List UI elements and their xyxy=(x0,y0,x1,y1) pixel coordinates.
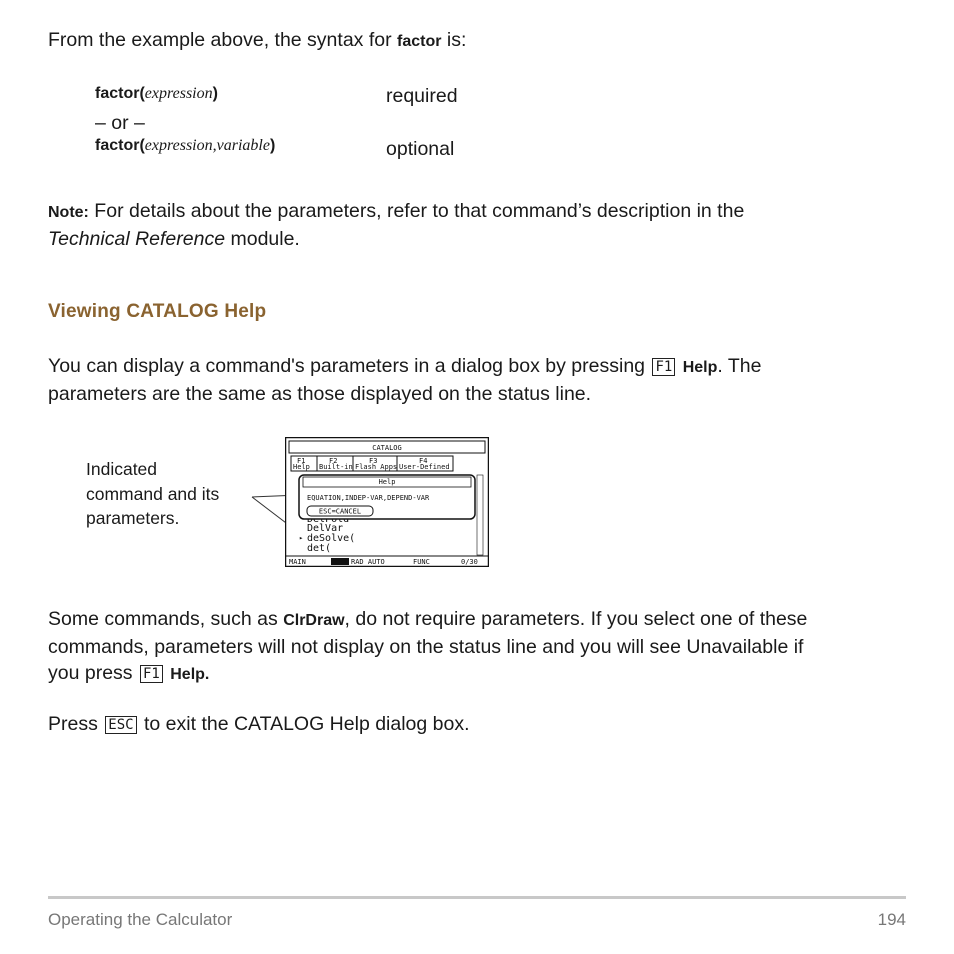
para3-text-1: Press xyxy=(48,713,98,735)
para2-command: ClrDraw xyxy=(283,612,345,629)
para2-text-1a: Some commands, such as xyxy=(48,608,284,630)
para1-text-2: . The xyxy=(717,355,762,377)
calc-tabs xyxy=(291,456,453,471)
calc-list-item-3: deSolve( xyxy=(307,533,356,544)
calc-tab-f2-key: F2 xyxy=(329,457,338,465)
para-2 xyxy=(48,606,928,688)
para2-text-3a: you press xyxy=(48,662,133,684)
para-1 xyxy=(48,353,918,407)
intro-command: factor xyxy=(397,33,442,50)
note-text-1: For details about the parameters, refer to that command’s description in the xyxy=(88,200,745,222)
para2-text-1c: , do not require parameters. If you select one of these xyxy=(344,608,808,630)
calc-selection-arrow-icon: ▸ xyxy=(299,534,304,542)
syntax-2-close: ) xyxy=(269,137,276,154)
para-3 xyxy=(48,711,470,737)
callout-label xyxy=(86,457,219,531)
syntax-1-kind: required xyxy=(386,85,458,107)
calc-title: CATALOG xyxy=(372,444,402,452)
calc-list-item-4: det( xyxy=(307,543,332,554)
syntax-1-close: ) xyxy=(212,85,218,102)
para1-line-2: parameters are the same as those displayed on the status line. xyxy=(48,383,592,405)
syntax-1-cmd: factor( xyxy=(95,85,145,102)
note-text-2: module. xyxy=(225,228,300,250)
page-number: 194 xyxy=(877,910,906,929)
note-reference: Technical Reference xyxy=(48,228,226,250)
section-heading: Viewing CATALOG Help xyxy=(48,301,267,322)
calculator-screen xyxy=(285,437,489,567)
syntax-2-arg: expression,variable xyxy=(144,137,270,154)
calc-tab-f1-label: Help xyxy=(293,463,310,471)
calc-status-angle: RAD AUTO xyxy=(351,558,385,566)
calc-status-indicator xyxy=(331,558,349,565)
callout-line-2: command and its xyxy=(86,483,220,504)
calc-tab-f1-key: F1 xyxy=(297,457,306,465)
note-paragraph xyxy=(48,198,908,252)
help-dialog-title: Help xyxy=(378,478,396,486)
help-dialog-params: EQUATION,INDEP-VAR,DEPEND-VAR xyxy=(307,494,430,502)
syntax-2-kind: optional xyxy=(386,138,455,160)
syntax-1-arg: expression xyxy=(144,85,213,102)
intro-suffix: is: xyxy=(441,29,467,51)
calc-status-graph: FUNC xyxy=(413,558,430,566)
callout-line-3: parameters. xyxy=(86,508,180,528)
callout-line-1: Indicated xyxy=(86,459,158,479)
note-label: Note: xyxy=(48,204,89,221)
f1-key-icon: F1 xyxy=(140,665,163,683)
para1-text-1: You can display a command's parameters in a dialog box by pressing xyxy=(48,355,646,377)
para2-help: Help. xyxy=(170,666,210,683)
footer-divider xyxy=(48,896,906,899)
para1-help: Help xyxy=(682,359,718,376)
syntax-row-1 xyxy=(95,85,218,103)
syntax-or: – or – xyxy=(95,112,145,134)
esc-key-icon: ESC xyxy=(105,716,136,734)
syntax-2-cmd: factor( xyxy=(95,137,145,154)
calc-scrollbar xyxy=(477,475,483,555)
calc-tab-f2-label: Built-in xyxy=(319,463,353,471)
calc-status-mode: MAIN xyxy=(289,558,306,566)
calc-tab-f3-label: Flash Apps xyxy=(355,463,398,471)
calc-tab-f4-key: F4 xyxy=(419,457,428,465)
syntax-row-2 xyxy=(95,137,275,155)
f1-key-icon: F1 xyxy=(652,358,675,376)
calc-tab-f4-label: User-Defined xyxy=(399,463,450,471)
calc-tab-f3-key: F3 xyxy=(369,457,378,465)
para3-text-2: to exit the CATALOG Help dialog box. xyxy=(144,713,470,735)
calc-list-item-2: DelVar xyxy=(307,523,344,534)
footer-title: Operating the Calculator xyxy=(48,910,233,929)
calc-status-count: 0/30 xyxy=(461,558,478,566)
help-dialog-cancel-label: ESC=CANCEL xyxy=(318,507,362,516)
para2-line-2: commands, parameters will not display on the status line and you will see Unavailable if xyxy=(48,636,804,658)
intro-prefix: From the example above, the syntax for xyxy=(48,29,398,51)
intro-line xyxy=(48,27,466,55)
